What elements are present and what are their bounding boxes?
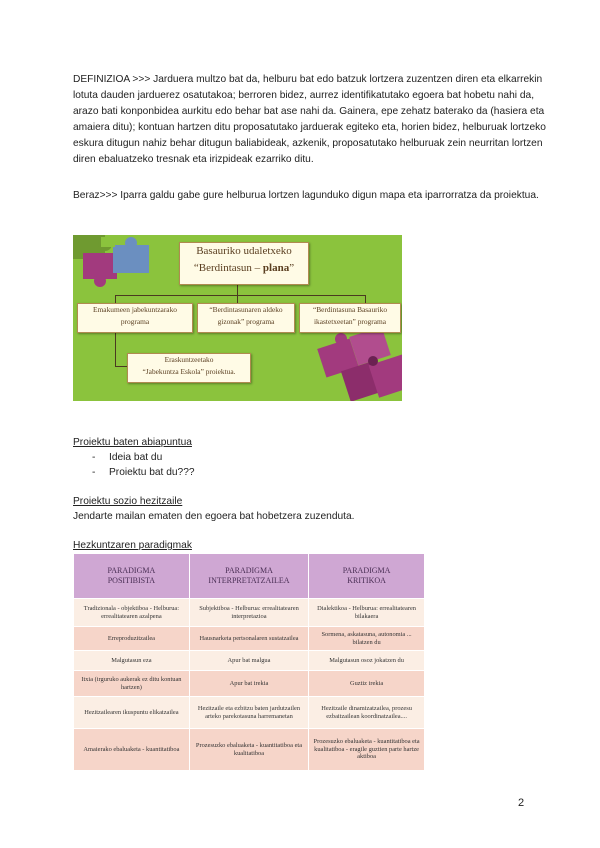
header-interpretatzailea: PARADIGMA INTERPRETATZAILEA [189,554,308,599]
table-row: Hezitzailearen ikuspuntu elikatzailea Hezitzaile eta ezbitzu baten jardutzailen arteko parekotasuna harremanetan Hezitzaile dinamizatzailea, prozesu ezbaitzailean koordinatzailea.... [74,697,425,729]
heading-hezkuntzaren-paradigmak: Hezkuntzaren paradigmak [73,540,192,551]
table-row: Erreproduzitzailea Hausnarketa pertsonalaren sustatzailea Sormena, askatasuna, autonomia ... bilatzen du [74,627,425,651]
box-emakumeen-programa: Emakumeen jabekuntzarako programa [77,303,193,333]
box-jabekuntza-eskola: Eraskuntzeetako “Jabekuntza Eskola” proiektua. [127,353,251,383]
bullet-item: - Proiektu bat du??? [92,467,195,478]
box-ikastetxeetan-programa: “Berdintasuna Basauriko ikastetxeetan” programa [299,303,401,333]
table-row: Malgutasun eza Apur bat malgua Malgutasun osoz jokatzen du [74,651,425,671]
header-kritikoa: PARADIGMA KRITIKOA [309,554,425,599]
header-positibista: PARADIGMA POSITIBISTA [74,554,190,599]
puzzle-pieces-bottom-right-icon [317,326,402,401]
paradigm-table [73,553,425,771]
bullet-item: - Ideia bat du [92,452,163,463]
box-gizonak-programa: “Berdintasunaren aldeko gizonak” programa [197,303,295,333]
puzzle-pieces-top-left-icon [73,235,149,287]
beraz-paragraph: Beraz>>> Iparra galdu gabe gure helburua lortzen lagunduko digun mapa eta iparrorratza da proiektua. [73,190,539,201]
table-row: Tradizionala - objektiboa - Helburua: errealitatearen azalpena Subjektiboa - Helburua: errealitatearen interpretazioa Dialektikoa - Helburua: errealitatearen bilakaera [74,599,425,627]
table-row: Amaierako ebaluaketa - kuantitatiboa Prozesuzko ebaluaketa - kuantitatiboa eta kualitatiboa Prozesuzko ebaluaketa - kuantitatiboa eta kualitatiboa - eragile guztien parte hartze aktiboa [74,729,425,771]
table-row: Itxia (irguruko aukerak ez ditu kontuan hartzen) Apur bat irekia Guztiz irekia [74,671,425,697]
top-box-plana: Basauriko udaletxeko “Berdintasun – plana” [179,242,309,285]
heading-proiektu-sozio-hezitzaile: Proiektu sozio hezitzaile [73,496,183,507]
page-number: 2 [518,797,525,809]
sozio-hezitzaile-text: Jendarte mailan ematen den egoera bat hobetzera zuzenduta. [73,511,355,522]
heading-proiektu-abiapuntua: Proiektu baten abiapuntua [73,437,192,448]
program-diagram [73,235,402,401]
definition-paragraph: DEFINIZIOA >>> Jarduera multzo bat da, helburu bat edo batzuk lortzera zuzentzen diren eta elkarrekin lotuta dauden jarduerez osatutakoa; berroren bidez, aurrez identifikatutako egoera bat hobetu nahi da, arazo bati konponbidea aurkitu edo behar bat ase nahi da. Gainera, epe zehatz baterako da (hasiera eta amaiera ditu); kontuan hartzen ditu proposatutako jarduerak egiteko eta, horien bidez, helburuak lortzeko eskura ditugun nahiz behar ditugun baliabideak, azkenik, proposatutako helburuak zein neurritan lortzen diren ebaluatzeko tresnak eta irizpideak ezarriko ditu. [73,74,546,165]
